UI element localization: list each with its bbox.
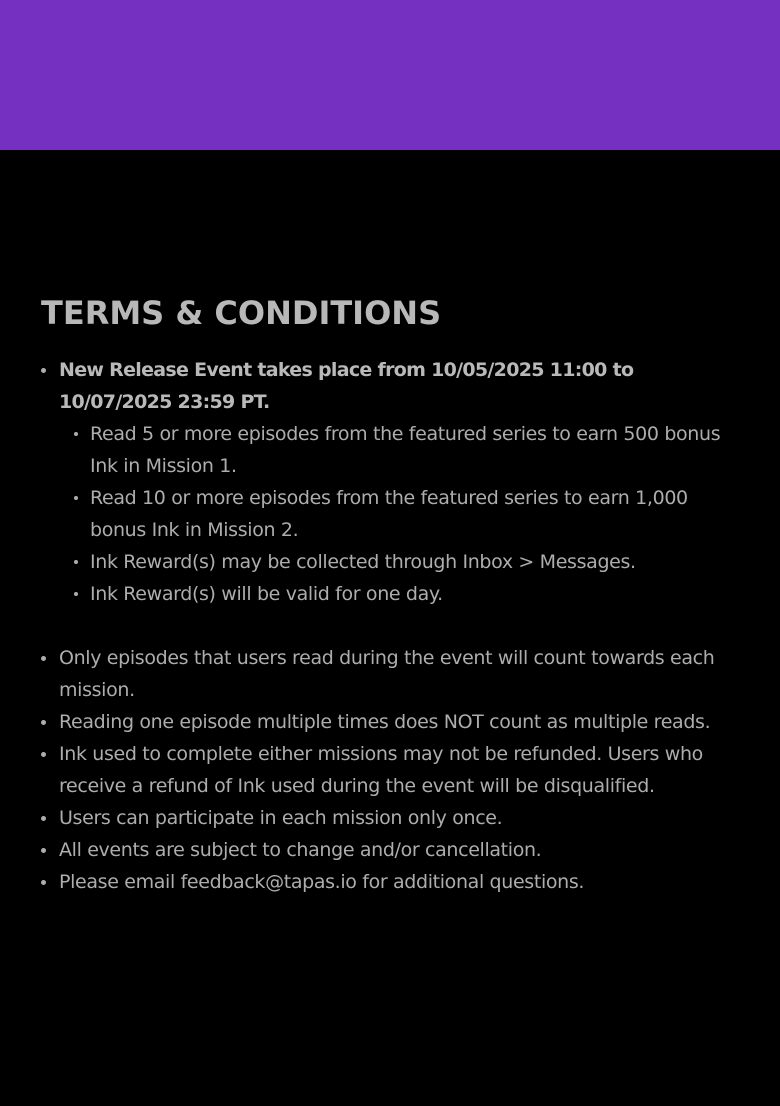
list-item: All events are subject to change and/or cancellation.	[41, 834, 741, 866]
list-item: Read 10 or more episodes from the featured series to earn 1,000 bonus Ink in Mission 2.	[59, 482, 741, 546]
list-item: Ink Reward(s) will be valid for one day.	[59, 578, 741, 610]
list-item: Ink Reward(s) may be collected through Inbox > Messages.	[59, 546, 741, 578]
list-item: Ink used to complete either missions may not be refunded. Users who receive a refund of Ink used during the event will be disqualified.	[41, 738, 741, 802]
list-item: Reading one episode multiple times does NOT count as multiple reads.	[41, 706, 741, 738]
list-item-event-period	[41, 354, 741, 610]
mission-sublist	[59, 418, 741, 610]
list-item: Only episodes that users read during the event will count towards each mission.	[41, 642, 741, 706]
terms-list	[41, 354, 741, 898]
list-item: Please email feedback@tapas.io for additional questions.	[41, 866, 741, 898]
event-period-text: New Release Event takes place from 10/05/2025 11:00 to 10/07/2025 23:59 PT.	[59, 359, 634, 413]
list-item: Users can participate in each mission only once.	[41, 802, 741, 834]
list-item: Read 5 or more episodes from the featured series to earn 500 bonus Ink in Mission 1.	[59, 418, 741, 482]
terms-section	[41, 292, 741, 898]
terms-title: TERMS & CONDITIONS	[41, 294, 442, 332]
top-banner	[0, 0, 780, 150]
